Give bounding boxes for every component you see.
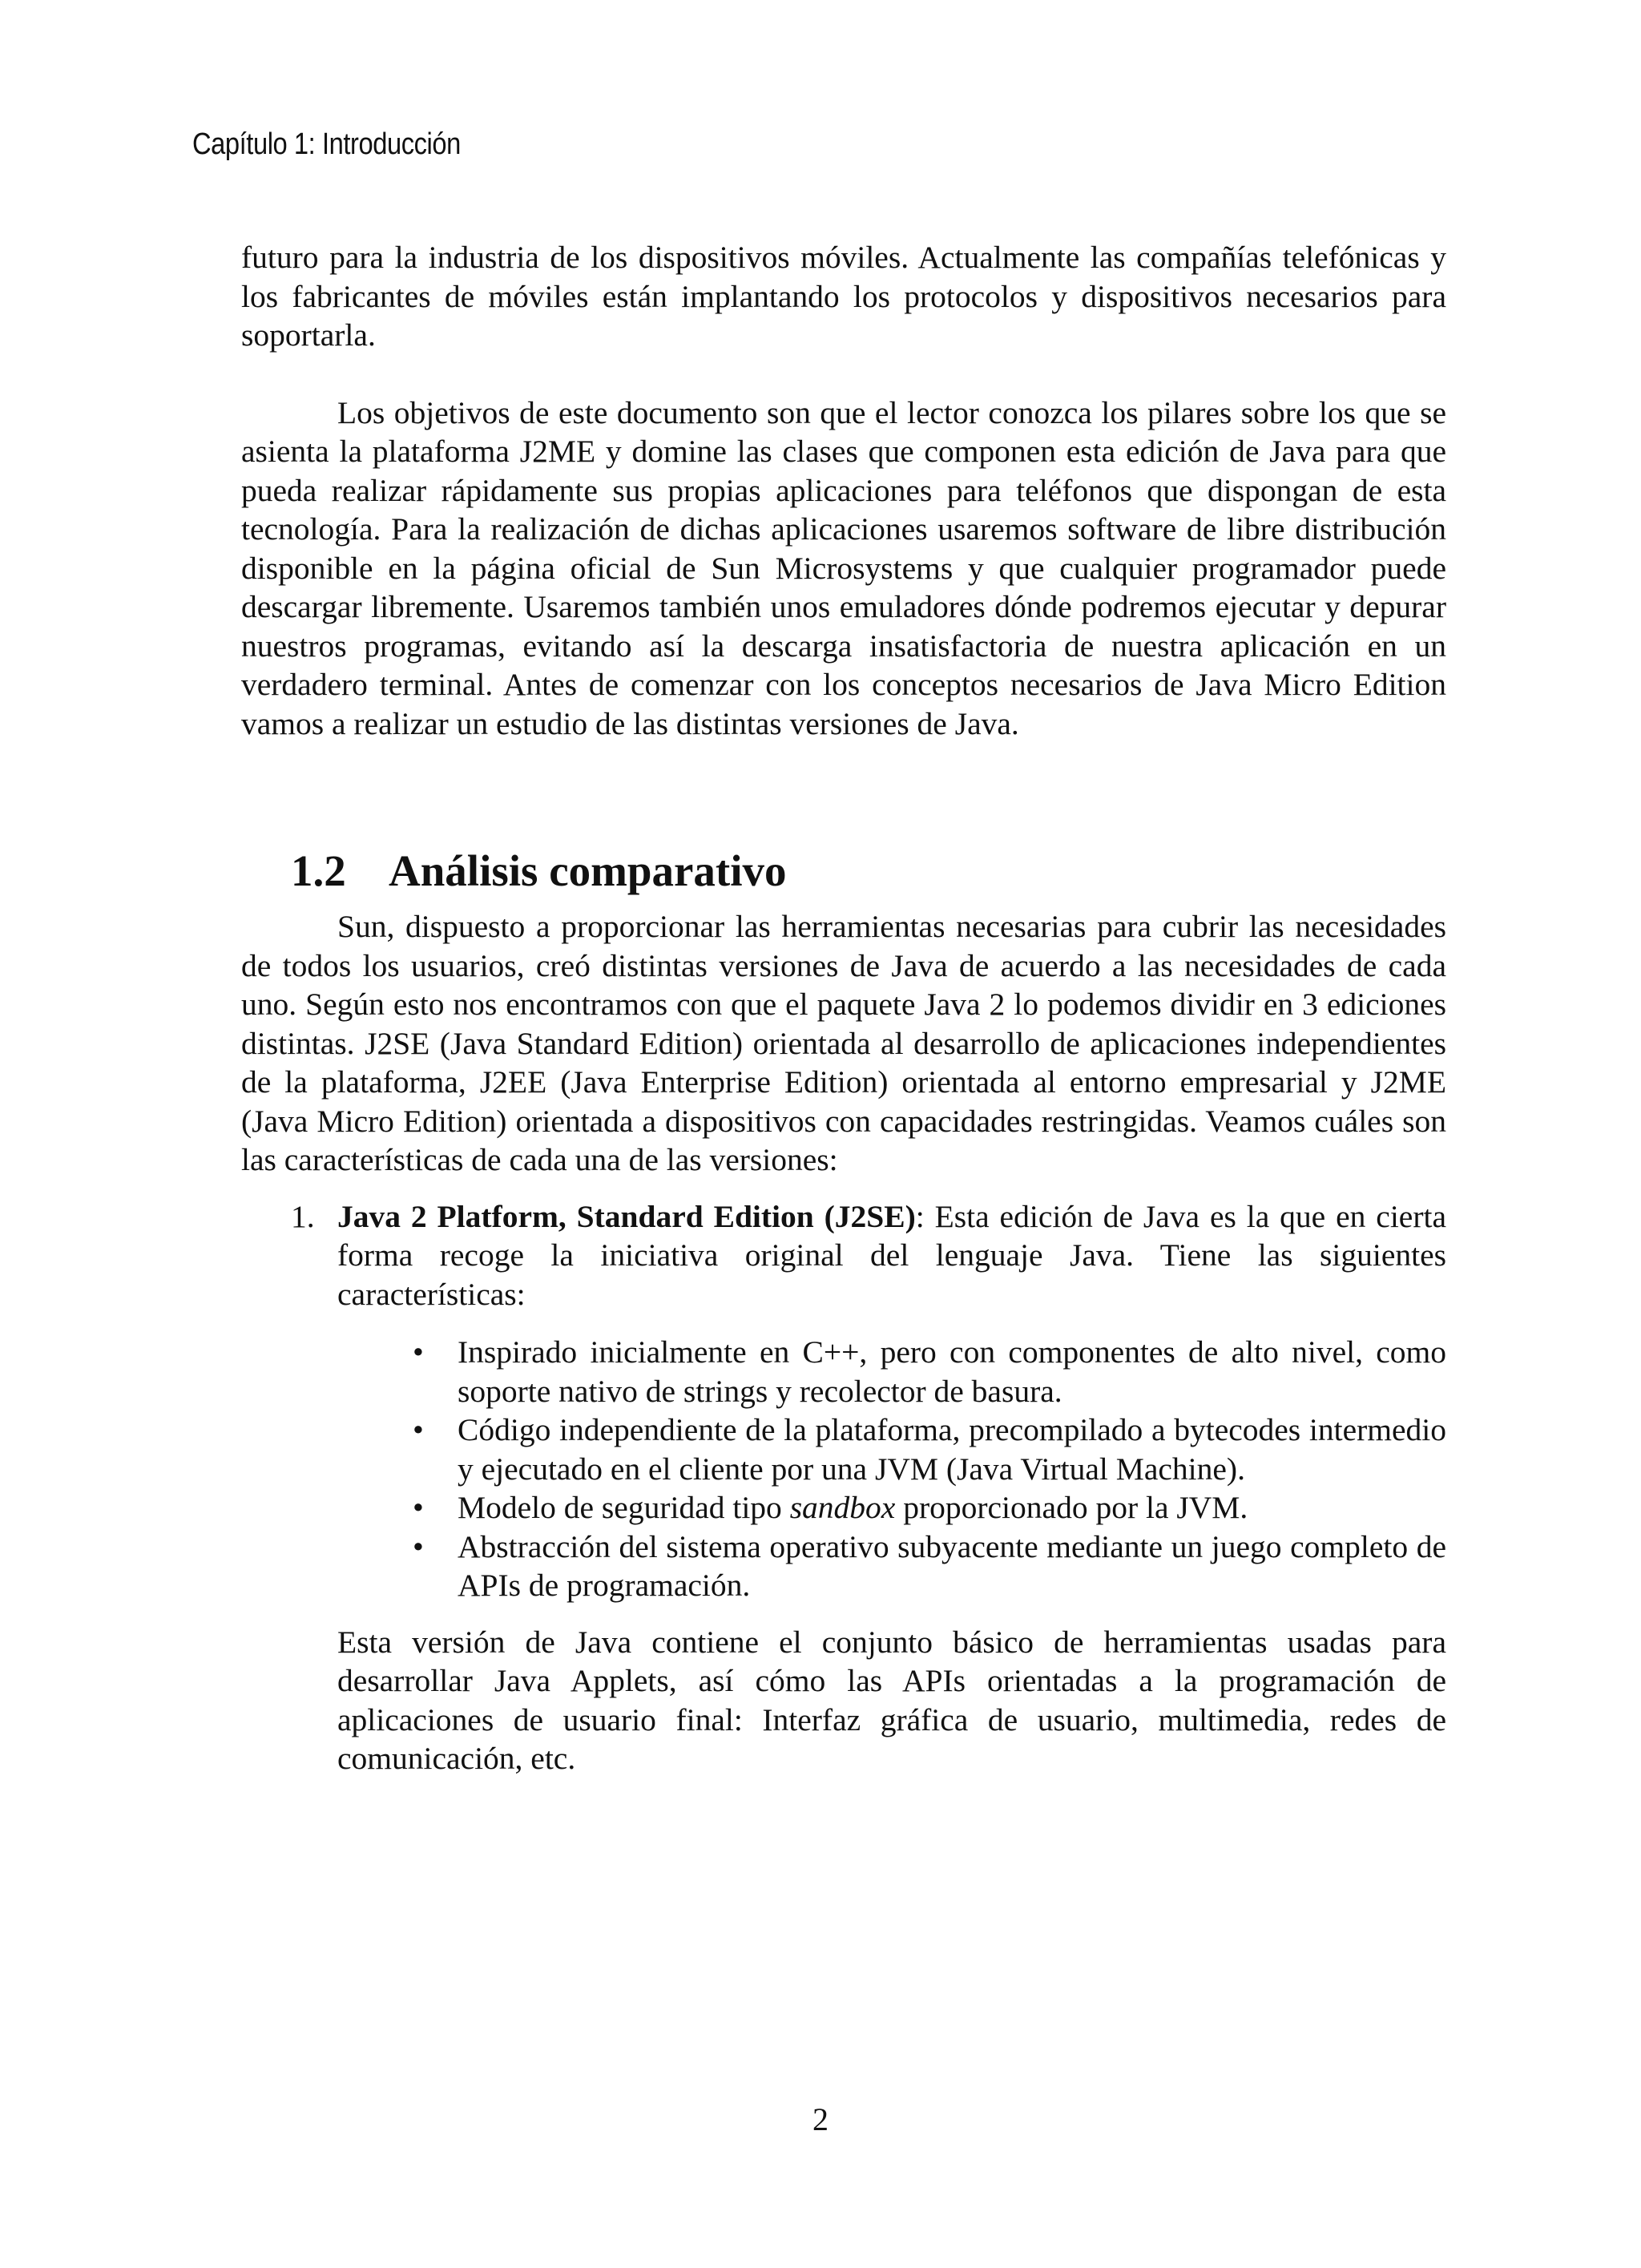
- section-heading: [291, 843, 1446, 899]
- feature-text: Código independiente de la plataforma, precompilado a bytecodes intermedio y ejecutado en el cliente por una JVM (Java Virtual Machine).: [458, 1412, 1446, 1487]
- section-title: Análisis comparativo: [389, 846, 787, 895]
- section-number: 1.2: [291, 846, 346, 895]
- feature-item: [413, 1527, 1446, 1605]
- bullet-icon: •: [413, 1334, 424, 1370]
- edition-list: [241, 1197, 1446, 1778]
- edition-intro-text: : Esta edición de Java es la que en cierta forma recoge la iniciativa original del lenguaje Java. Tiene las siguientes características:: [337, 1198, 1446, 1312]
- intro-continuation-paragraph: futuro para la industria de los dispositivos móviles. Actualmente las compañías telefónicas y los fabricantes de móviles están implantando los protocolos y dispositivos necesarios para soportarla.: [241, 240, 1446, 353]
- feature-item: [413, 1333, 1446, 1410]
- bullet-icon: •: [413, 1412, 424, 1447]
- edition-summary-paragraph: Esta versión de Java contiene el conjunto básico de herramientas usadas para desarrollar Java Applets, así cómo las APIs orientadas a la programación de aplicaciones de usuario final: Interfaz gráfica de usuario, multimedia, redes de comunicación, etc.: [337, 1624, 1446, 1776]
- edition-item-j2se: [241, 1197, 1446, 1778]
- feature-text-after: proporcionado por la JVM.: [895, 1490, 1248, 1525]
- feature-item: [413, 1488, 1446, 1527]
- feature-text-before: Modelo de seguridad tipo: [458, 1490, 790, 1525]
- section-lead-paragraph: Sun, dispuesto a proporcionar las herramientas necesarias para cubrir las necesidades de todos los usuarios, creó distintas versiones de Java de acuerdo a las necesidades de cada uno. Según esto nos encontramos con que el paquete Java 2 lo podemos dividir en 3 ediciones distintas. J2SE (Java Standard Edition) orientada al desarrollo de aplicaciones independientes de la plataforma, J2EE (Java Enterprise Edition) orientada al entorno empresarial y J2ME (Java Micro Edition) orientada a dispositivos con capacidades restringidas. Veamos cuáles son las características de cada una de las versiones:: [241, 909, 1446, 1177]
- feature-item: [413, 1410, 1446, 1488]
- bullet-icon: •: [413, 1490, 424, 1525]
- bullet-icon: •: [413, 1528, 424, 1564]
- edition-description: [337, 1199, 1446, 1312]
- edition-number: 1.: [291, 1198, 315, 1234]
- edition-name: Java 2 Platform, Standard Edition (J2SE): [337, 1198, 916, 1234]
- feature-emphasis: sandbox: [789, 1490, 896, 1525]
- feature-text: Inspirado inicialmente en C++, pero con componentes de alto nivel, como soporte nativo de strings y recolector de basura.: [458, 1334, 1446, 1409]
- feature-text: Abstracción del sistema operativo subyacente mediante un juego completo de APIs de programación.: [458, 1528, 1446, 1603]
- running-header: Capítulo 1: Introducción: [192, 127, 461, 161]
- feature-text: [458, 1490, 1248, 1525]
- objectives-paragraph: Los objetivos de este documento son que el lector conozca los pilares sobre los que se asienta la plataforma J2ME y domine las clases que componen esta edición de Java para que pueda realizar rápidamente sus propias aplicaciones para teléfonos que dispongan de esta tecnología. Para la realización de dichas aplicaciones usaremos software de libre distribución disponible en la página oficial de Sun Microsystems y que cualquier programador puede descargar libremente. Usaremos también unos emuladores dónde podremos ejecutar y depurar nuestros programas, evitando así la descarga insatisfactoria de nuestra aplicación en un verdadero terminal. Antes de comenzar con los conceptos necesarios de Java Micro Edition vamos a realizar un estudio de las distintas versiones de Java.: [241, 394, 1446, 741]
- feature-list: [337, 1333, 1446, 1605]
- page-body: [241, 238, 1446, 1778]
- page-number: 2: [812, 2101, 829, 2137]
